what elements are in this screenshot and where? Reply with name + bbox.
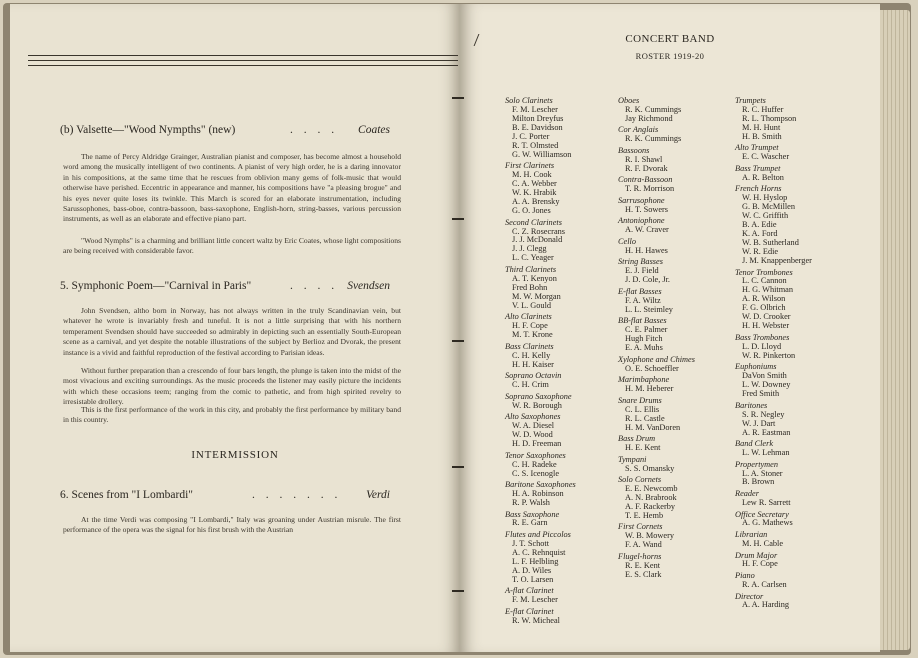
member-name: F. A. Wand <box>625 540 662 550</box>
member-name: R. L. Thompson <box>742 113 797 123</box>
roster-section <box>505 413 576 449</box>
piece-title: 6. Scenes from "I Lombardi" <box>60 489 193 501</box>
section-name: Band Clerk <box>735 439 774 449</box>
member-name: W. R. Pinkerton <box>742 350 796 360</box>
roster-section <box>505 608 576 626</box>
leader-dots: . . . . <box>290 124 339 136</box>
page-edges <box>880 10 910 650</box>
roster-section <box>505 97 576 160</box>
member-name: M. H. Cook <box>512 170 552 180</box>
member-name: F. A. Wiltz <box>625 295 661 305</box>
member-name: E. C. Wascher <box>742 152 790 162</box>
member-name: A. R. Belton <box>742 172 784 182</box>
paragraph: This is the first performance of the work in this city, and probably the first performance by military band in this country. <box>63 405 401 425</box>
member-name: S. R. Negley <box>742 409 785 419</box>
roster-section <box>505 587 576 605</box>
roster-section <box>505 219 576 264</box>
intermission-heading: INTERMISSION <box>191 449 279 461</box>
member-name: W. A. Diesel <box>512 421 555 431</box>
roster-section <box>735 97 812 142</box>
roster-section <box>735 531 812 549</box>
member-name: A. W. Craver <box>625 225 669 235</box>
member-name: K. A. Ford <box>742 229 778 239</box>
member-name: H. E. Kent <box>625 443 661 453</box>
roster-section <box>618 147 695 174</box>
section-name: Bass Clarinets <box>505 341 554 351</box>
member-name: H. D. Freeman <box>512 439 562 449</box>
roster-section <box>618 356 695 374</box>
section-name: Second Clarinets <box>505 217 562 227</box>
piece-composer: Svendsen <box>347 280 390 292</box>
member-name: B. Brown <box>742 477 775 487</box>
section-name: E-flat Clarinet <box>505 606 554 616</box>
roster-section <box>618 197 695 215</box>
section-name: Piano <box>735 571 755 581</box>
paragraph: The name of Percy Aldridge Grainger, Australian pianist and composer, has become almost a household word among the musically intelligent of two continents. A pianist of very high order, he is a daring innovator in his compositions, at the same time that he rescues from oblivion many gems of folk-music that would otherwise have perished. Eccentric in appearance and manner, his compositions have "a pleasing brogue" and his eyes never quite loses its twinkle. This March is scored for an elaborate instrumentation, including Sarussophones, bass-oboe, contra-bassoon, bass-saxophone, English-horn, string-basses, various percussion instruments, as well as an elaborate and effective piano part. <box>63 152 401 224</box>
roster-section <box>505 531 576 585</box>
roster-section <box>618 97 695 124</box>
roster-section <box>618 238 695 256</box>
section-name: Soprano Saxophone <box>505 391 572 401</box>
roster-section <box>505 266 576 311</box>
piece-composer: Verdi <box>366 489 390 501</box>
member-name: F. G. Olbrich <box>742 303 786 313</box>
member-name: W. B. Sutherland <box>742 238 799 248</box>
section-name: BB-flat Basses <box>618 316 667 326</box>
member-name: G. O. Jones <box>512 206 551 216</box>
roster-section <box>618 376 695 394</box>
member-name: B. E. Davidson <box>512 122 563 132</box>
roster-section <box>505 343 576 370</box>
member-name: W. B. Mowery <box>625 531 675 541</box>
roster-section <box>618 553 695 580</box>
member-name: R. C. Huffer <box>742 104 784 114</box>
member-name: Fred Bohn <box>512 282 548 292</box>
section-name: Sarrusophone <box>618 195 665 205</box>
roster-section <box>618 476 695 521</box>
section-name: Bassoons <box>618 145 650 155</box>
member-name: A. R. Wilson <box>742 294 786 304</box>
roster-section <box>735 334 812 361</box>
roster-section <box>735 363 812 399</box>
member-name: H. T. Sowers <box>625 204 669 214</box>
section-name: Solo Clarinets <box>505 96 553 105</box>
member-name: R. T. Olmsted <box>512 140 559 150</box>
binding-stitch <box>452 340 464 342</box>
section-name: Reader <box>735 489 759 499</box>
member-name: R. E. Garn <box>512 518 548 528</box>
binding-stitch <box>452 218 464 220</box>
roster-section <box>735 165 812 183</box>
member-name: R. L. Castle <box>625 413 665 423</box>
member-name: T. O. Larsen <box>512 574 554 584</box>
roster-section <box>618 456 695 474</box>
member-name: E. S. Clark <box>625 569 662 579</box>
leader-dots: . . . . <box>290 280 339 292</box>
section-name: Third Clarinets <box>505 264 557 274</box>
section-name: Director <box>735 591 764 601</box>
member-name: L. A. Stoner <box>742 468 783 478</box>
member-name: L. D. Lloyd <box>742 341 782 351</box>
header-rule <box>28 55 458 56</box>
member-name: H. H. Kaiser <box>512 359 554 369</box>
member-name: W. D. Wood <box>512 430 553 440</box>
section-name: Baritones <box>735 400 768 410</box>
member-name: A. C. Rehnquist <box>512 547 566 557</box>
roster-section <box>735 440 812 458</box>
roster-section <box>505 511 576 529</box>
member-name: Lew R. Sarrett <box>742 497 791 507</box>
binding-stitch <box>452 590 464 592</box>
roster-section <box>505 162 576 216</box>
roster-section <box>618 126 695 144</box>
member-name: W. H. Hyslop <box>742 193 788 203</box>
member-name: R. I. Shawl <box>625 154 663 164</box>
member-name: H. G. Whitman <box>742 285 794 295</box>
member-name: H. M. VanDoren <box>625 422 681 432</box>
section-name: Xylophone and Chimes <box>618 354 695 364</box>
member-name: A. F. Rackerby <box>625 501 676 511</box>
member-name: T. R. Morrison <box>625 184 675 194</box>
binding-stitch <box>452 97 464 99</box>
roster-section <box>735 490 812 508</box>
member-name: A. A. Harding <box>742 600 790 610</box>
section-name: Flugel-horns <box>618 551 662 561</box>
section-name: Tenor Saxophones <box>505 450 566 460</box>
member-name: C. H. Crim <box>512 380 549 390</box>
roster-column <box>505 97 576 628</box>
member-name: Hugh Fitch <box>625 334 663 344</box>
roster-section <box>735 461 812 488</box>
member-name: Jay Richmond <box>625 113 673 123</box>
section-name: Cello <box>618 236 636 246</box>
member-name: A. N. Brabrook <box>625 493 677 503</box>
member-name: E. A. Muhs <box>625 343 663 353</box>
roster-section <box>505 452 576 479</box>
section-name: Tenor Trombones <box>735 267 793 277</box>
member-name: W. C. Griffith <box>742 211 789 221</box>
section-name: Alto Saxophones <box>505 412 561 422</box>
section-name: Trumpets <box>735 96 766 105</box>
member-name: R. E. Kent <box>625 560 661 570</box>
member-name: R. K. Cummings <box>625 134 682 144</box>
member-name: C. E. Palmer <box>625 325 668 335</box>
section-name: Antoniophone <box>618 216 665 226</box>
section-name: Oboes <box>618 96 640 105</box>
roster-section <box>735 593 812 611</box>
member-name: M. W. Morgan <box>512 291 561 301</box>
member-name: B. A. Edie <box>742 220 777 230</box>
member-name: C. Z. Rosecrans <box>512 226 565 236</box>
member-name: A. D. Wiles <box>512 565 552 575</box>
piece-title: (b) Valsette—"Wood Nympths" (new) <box>60 124 236 136</box>
roster-column <box>618 97 695 582</box>
roster-section <box>735 552 812 570</box>
section-name: Baritone Saxophones <box>505 480 576 490</box>
member-name: C. S. Icenogle <box>512 468 560 478</box>
binding-stitch <box>452 466 464 468</box>
member-name: L. F. Helbling <box>512 556 559 566</box>
member-name: H. F. Cope <box>742 559 778 569</box>
member-name: A. R. Eastman <box>742 427 791 437</box>
section-name: Bass Trumpet <box>735 163 781 173</box>
section-name: Propertymen <box>735 459 779 469</box>
member-name: A. A. Brensky <box>512 197 560 207</box>
member-name: R. W. Micheal <box>512 615 560 625</box>
member-name: A. T. Kenyon <box>512 273 557 283</box>
member-name: C. L. Ellis <box>625 404 660 414</box>
member-name: L. C. Yeager <box>512 253 554 263</box>
member-name: A. G. Mathews <box>742 518 793 528</box>
section-name: Tympani <box>618 454 647 464</box>
piece-title: 5. Symphonic Poem—"Carnival in Paris" <box>60 280 252 292</box>
paragraph: "Wood Nymphs" is a charming and brilliant little concert waltz by Eric Coates, whose light compositions are being received with considerable favor. <box>63 236 401 256</box>
member-name: F. M. Lescher <box>512 104 558 114</box>
roster-section <box>735 511 812 529</box>
section-name: String Basses <box>618 257 663 267</box>
roster-section <box>735 185 812 266</box>
member-name: W. R. Borough <box>512 400 562 410</box>
header-rule <box>28 60 458 61</box>
section-name: Alto Clarinets <box>505 312 552 322</box>
member-name: V. L. Gould <box>512 300 552 310</box>
member-name: C. A. Webber <box>512 179 557 189</box>
member-name: H. H. Webster <box>742 321 790 331</box>
member-name: O. E. Schoeffler <box>625 363 679 373</box>
roster-section <box>735 269 812 332</box>
section-name: Solo Cornets <box>618 475 662 485</box>
member-name: E. J. Field <box>625 266 659 276</box>
member-name: G. W. Williamson <box>512 149 572 159</box>
section-name: Flutes and Piccolos <box>505 530 571 540</box>
member-name: M. H. Cable <box>742 538 784 548</box>
roster-section <box>618 523 695 550</box>
member-name: J. M. Knappenberger <box>742 255 812 265</box>
member-name: G. B. McMillen <box>742 202 796 212</box>
member-name: W. D. Crooker <box>742 312 791 322</box>
section-name: Bass Trombones <box>735 332 790 342</box>
roster-section <box>618 435 695 453</box>
member-name: Fred Smith <box>742 389 780 399</box>
section-name: A-flat Clarinet <box>505 586 554 596</box>
member-name: R. K. Cummings <box>625 104 682 114</box>
section-name: Contra-Bassoon <box>618 175 673 185</box>
member-name: J. C. Porter <box>512 131 550 141</box>
section-name: E-flat Basses <box>618 286 662 296</box>
roster-column <box>735 97 812 613</box>
member-name: J. T. Schott <box>512 538 550 548</box>
member-name: C. H. Radeke <box>512 459 557 469</box>
member-name: W. J. Dart <box>742 418 776 428</box>
paragraph: John Svendsen, altho born in Norway, has not always written in the truly Scandinavian vein, but whatever he wrote is invariably fresh and tuneful. It is not a little surprising that with his northern temperament Svendsen should have succeeded so admirably in depicting such an essentially South-European scene as a carnival, and yet despite the notable illustrations of the subject by Berlioz and Dvorak, the present instance is a vivid and faithful reproduction of the festival according to Parisian ideas. <box>63 306 401 357</box>
member-name: L. L. Steimley <box>625 304 673 314</box>
roster-section <box>735 572 812 590</box>
member-name: J. J. Clegg <box>512 244 547 254</box>
roster-section <box>735 144 812 162</box>
member-name: H. B. Smith <box>742 131 782 141</box>
roster-title: CONCERT BAND <box>625 33 715 45</box>
roster-section <box>505 372 576 390</box>
member-name: L. W. Downey <box>742 380 791 390</box>
section-name: Bass Drum <box>618 434 656 444</box>
member-name: H. F. Cope <box>512 321 548 331</box>
member-name: M. H. Hunt <box>742 122 781 132</box>
member-name: Milton Dreyfus <box>512 113 564 123</box>
roster-section <box>505 313 576 340</box>
section-name: Snare Drums <box>618 395 662 405</box>
section-name: First Cornets <box>618 522 663 532</box>
section-name: Bass Saxophone <box>505 509 560 519</box>
roster-section <box>505 481 576 508</box>
roster-subtitle: ROSTER 1919-20 <box>635 51 705 61</box>
header-rule <box>28 65 458 66</box>
section-name: French Horns <box>735 184 782 194</box>
roster-section <box>735 402 812 438</box>
member-name: H. A. Robinson <box>512 489 564 499</box>
roster-section <box>505 393 576 411</box>
member-name: W. R. Edie <box>742 247 779 257</box>
member-name: L. W. Lehman <box>742 448 790 458</box>
member-name: J. D. Cole, Jr. <box>625 275 670 285</box>
member-name: H. H. Hawes <box>625 245 668 255</box>
leader-dots: . . . . . . . <box>252 489 342 501</box>
member-name: T. E. Hemb <box>625 510 664 520</box>
member-name: DaVon Smith <box>742 371 787 381</box>
section-name: Librarian <box>735 530 768 540</box>
section-name: Cor Anglais <box>618 125 659 135</box>
paragraph: At the time Verdi was composing "I Lombardi," Italy was groaning under Austrian misrule. The first performance of the opera was the signal for his first brush with the Austrian <box>63 515 401 535</box>
roster-section <box>618 397 695 433</box>
member-name: H. M. Heberer <box>625 384 674 394</box>
roster-section <box>618 176 695 194</box>
section-name: Drum Major <box>735 550 778 560</box>
member-name: R. A. Carlsen <box>742 579 787 589</box>
member-name: E. E. Newcomb <box>625 484 678 494</box>
section-name: Office Secretary <box>735 509 789 519</box>
member-name: J. J. McDonald <box>512 235 563 245</box>
section-name: Euphoniums <box>735 362 777 372</box>
member-name: W. K. Hrabik <box>512 188 557 198</box>
member-name: R. P. Walsh <box>512 497 550 507</box>
member-name: F. M. Lescher <box>512 595 558 605</box>
section-name: Marimbaphone <box>618 375 670 385</box>
member-name: R. F. Dvorak <box>625 163 668 173</box>
roster-section <box>618 288 695 315</box>
piece-composer: Coates <box>358 124 390 136</box>
roster-section <box>618 317 695 353</box>
section-name: First Clarinets <box>505 161 555 171</box>
member-name: L. C. Cannon <box>742 276 787 286</box>
section-name: Alto Trumpet <box>735 143 779 153</box>
member-name: S. S. Omansky <box>625 463 675 473</box>
member-name: M. T. Krone <box>512 330 553 340</box>
section-name: Soprano Octavin <box>505 371 562 381</box>
paragraph: Without further preparation than a crescendo of four bars length, the plunge is taken into the midst of the most vivacious and exciting surroundings. As the music proceeds the listener may easily picture the incidents with which these occasions teem; ranging from the comic to pathetic, and from high spirited revelry to irresistable drollery. <box>63 366 401 407</box>
roster-section <box>618 258 695 285</box>
member-name: C. H. Kelly <box>512 350 551 360</box>
roster-section <box>618 217 695 235</box>
